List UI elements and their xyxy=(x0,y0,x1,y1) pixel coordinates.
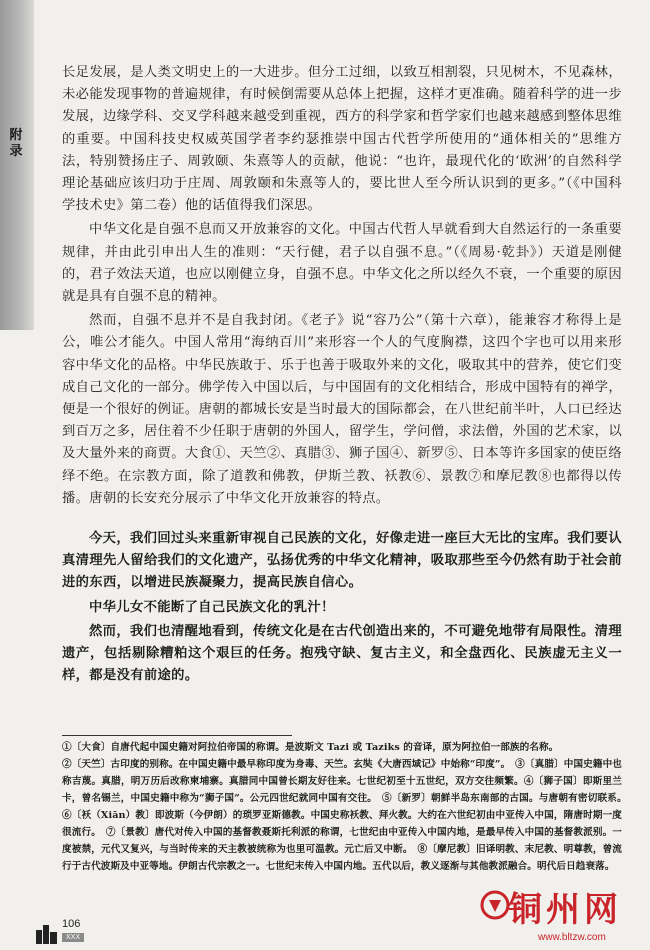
paragraph: 长足发展，是人类文明史上的一大进步。但分工过细，以致互相割裂，只见树木，不见森林，未必能发现事物的普遍规律，有时候倒需要从总体上把握，这样才更准确。随着科学的进一步发展，边缘学科、交叉学科越来越受到重视，西方的科学家和哲学家们也越来越感到整体思维的重要。中国科技史权威英国学者李约瑟推崇中国古代哲学所使用的“通体相关的”思维方法，特别赞扬庄子、周敦颐、朱熹等人的贡献，他说：“也许，最现代化的‘欧洲’的自然科学理论基础应该归功于庄周、周敦颐和朱熹等人的，要比世人至今所认识到的更多。”（《中国科学技术史》第二卷）他的话值得我们深思。 xyxy=(62,65,622,214)
body-text-block-1 xyxy=(62,62,622,512)
paragraph: 中华文化是自强不息而又开放兼容的文化。中国古代哲人早就看到大自然运行的一条重要规律，并由此引申出人生的准则：“天行健，君子以自强不息。”（《周易·乾卦》）天道是刚健的，君子效法天道，也应以刚健立身，自强不息。中华文化之所以经久不衰，一个重要的原因就是具有自强不息的精神。 xyxy=(62,222,622,305)
footnote: ①〔大食〕自唐代起中国史籍对阿拉伯帝国的称谓。是波斯文 Tazi 或 Taziks 的音译，原为阿拉伯一部族的名称。 xyxy=(62,742,559,753)
footnote-divider xyxy=(62,735,292,736)
appendix-side-label: 附录 xyxy=(9,128,23,159)
watermark xyxy=(478,880,650,950)
side-gutter xyxy=(0,0,34,330)
page-number: 106 xyxy=(62,918,81,930)
paragraph: 然而，我们也清醒地看到，传统文化是在古代创造出来的，不可避免地带有局限性。清理遗产，包括剔除糟粕这个艰巨的任务。抱残守缺、复古主义，和全盘西化、民族虚无主义一样，都是没有前途的。 xyxy=(62,623,622,684)
footnotes xyxy=(62,739,632,875)
paragraph: 中华儿女不能断了自己民族文化的乳汁！ xyxy=(89,599,335,615)
paragraph: 然而，自强不息并不是自我封闭。《老子》说“容乃公”（第十六章），能兼容才称得上是公，唯公才能久。中国人常用“海纳百川”来形容一个人的气度胸襟，这四个字也可以用来形容中华文化的品格。中华民族敢于、乐于也善于吸取外来的文化，吸取其中的营养，使它们变成自己文化的一部分。佛学传入中国以后，与中国固有的文化相结合，形成中国特有的禅学，便是一个很好的例证。唐朝的都城长安是当时最大的国际都会，在八世纪前半叶，人口已经达到百万之多，居住着不少任职于唐朝的外国人，留学生，学问僧，求法僧，外国的艺术家，以及大量外来的商贾。大食①、天竺②、真腊③、狮子国④、新罗⑤、日本等许多国家的使臣络绎不绝。在宗教方面，除了道教和佛教，伊斯兰教、袄教⑥、景教⑦和摩尼教⑧也都得以传播。唐朝的长安充分展示了中华文化开放兼容的特点。 xyxy=(62,313,622,506)
watermark-text: 铜州网 xyxy=(508,890,622,930)
body-text-block-2 xyxy=(62,528,622,689)
footnote: ②〔天竺〕古印度的别称。在中国史籍中最早称印度为身毒、天竺。玄奘《大唐西域记》中始称“印度”。 ③〔真腊〕中国史籍中也称吉蔑。真腊，明万历后改称柬埔寨。真腊同中国曾长期友好往来。七世纪初至十五世纪，双方交往频繁。④〔狮子国〕即斯里兰卡，曾名锡兰，中国史籍中称为“狮子国”。公元四世纪就同中国有交往。 ⑤〔新罗〕朝鲜半岛东南部的古国。与唐朝有密切联系。 ⑥〔袄（Xiān）教〕即波斯（今伊朗）的琐罗亚斯德教。中国史称袄教、拜火教。大约在六世纪初由中亚传入中国，隋唐时期一度很流行。 ⑦〔景教〕唐代对传入中国的基督教聂斯托利派的称谓，七世纪由中亚传入中国内地，是最早传入中国的基督教派别。一度被禁，元代又复兴，与当时传来的天主教被统称为也里可温教。元亡后又中断。 ⑧〔摩尼教〕旧译明教、末尼教、明尊教，曾流行于古代波斯及中亚等地。伊朗古代宗教之一。七世纪末传入中国内地。五代以后，教义逐渐与其他教派融合。明代后日趋衰落。 xyxy=(62,759,632,872)
paragraph: 今天，我们回过头来重新审视自己民族的文化，好像走进一座巨大无比的宝库。我们要认真清理先人留给我们的文化遗产，弘扬优秀的中华文化精神，吸取那些至今仍然有助于社会前进的东西，以增进民族凝聚力，提高民族自信心。 xyxy=(62,531,622,591)
page-number-tag: XXX xyxy=(62,933,84,942)
watermark-url: www.bltzw.com xyxy=(538,932,606,943)
watermark-logo-icon xyxy=(480,890,510,920)
book-stack-icon xyxy=(36,922,58,944)
